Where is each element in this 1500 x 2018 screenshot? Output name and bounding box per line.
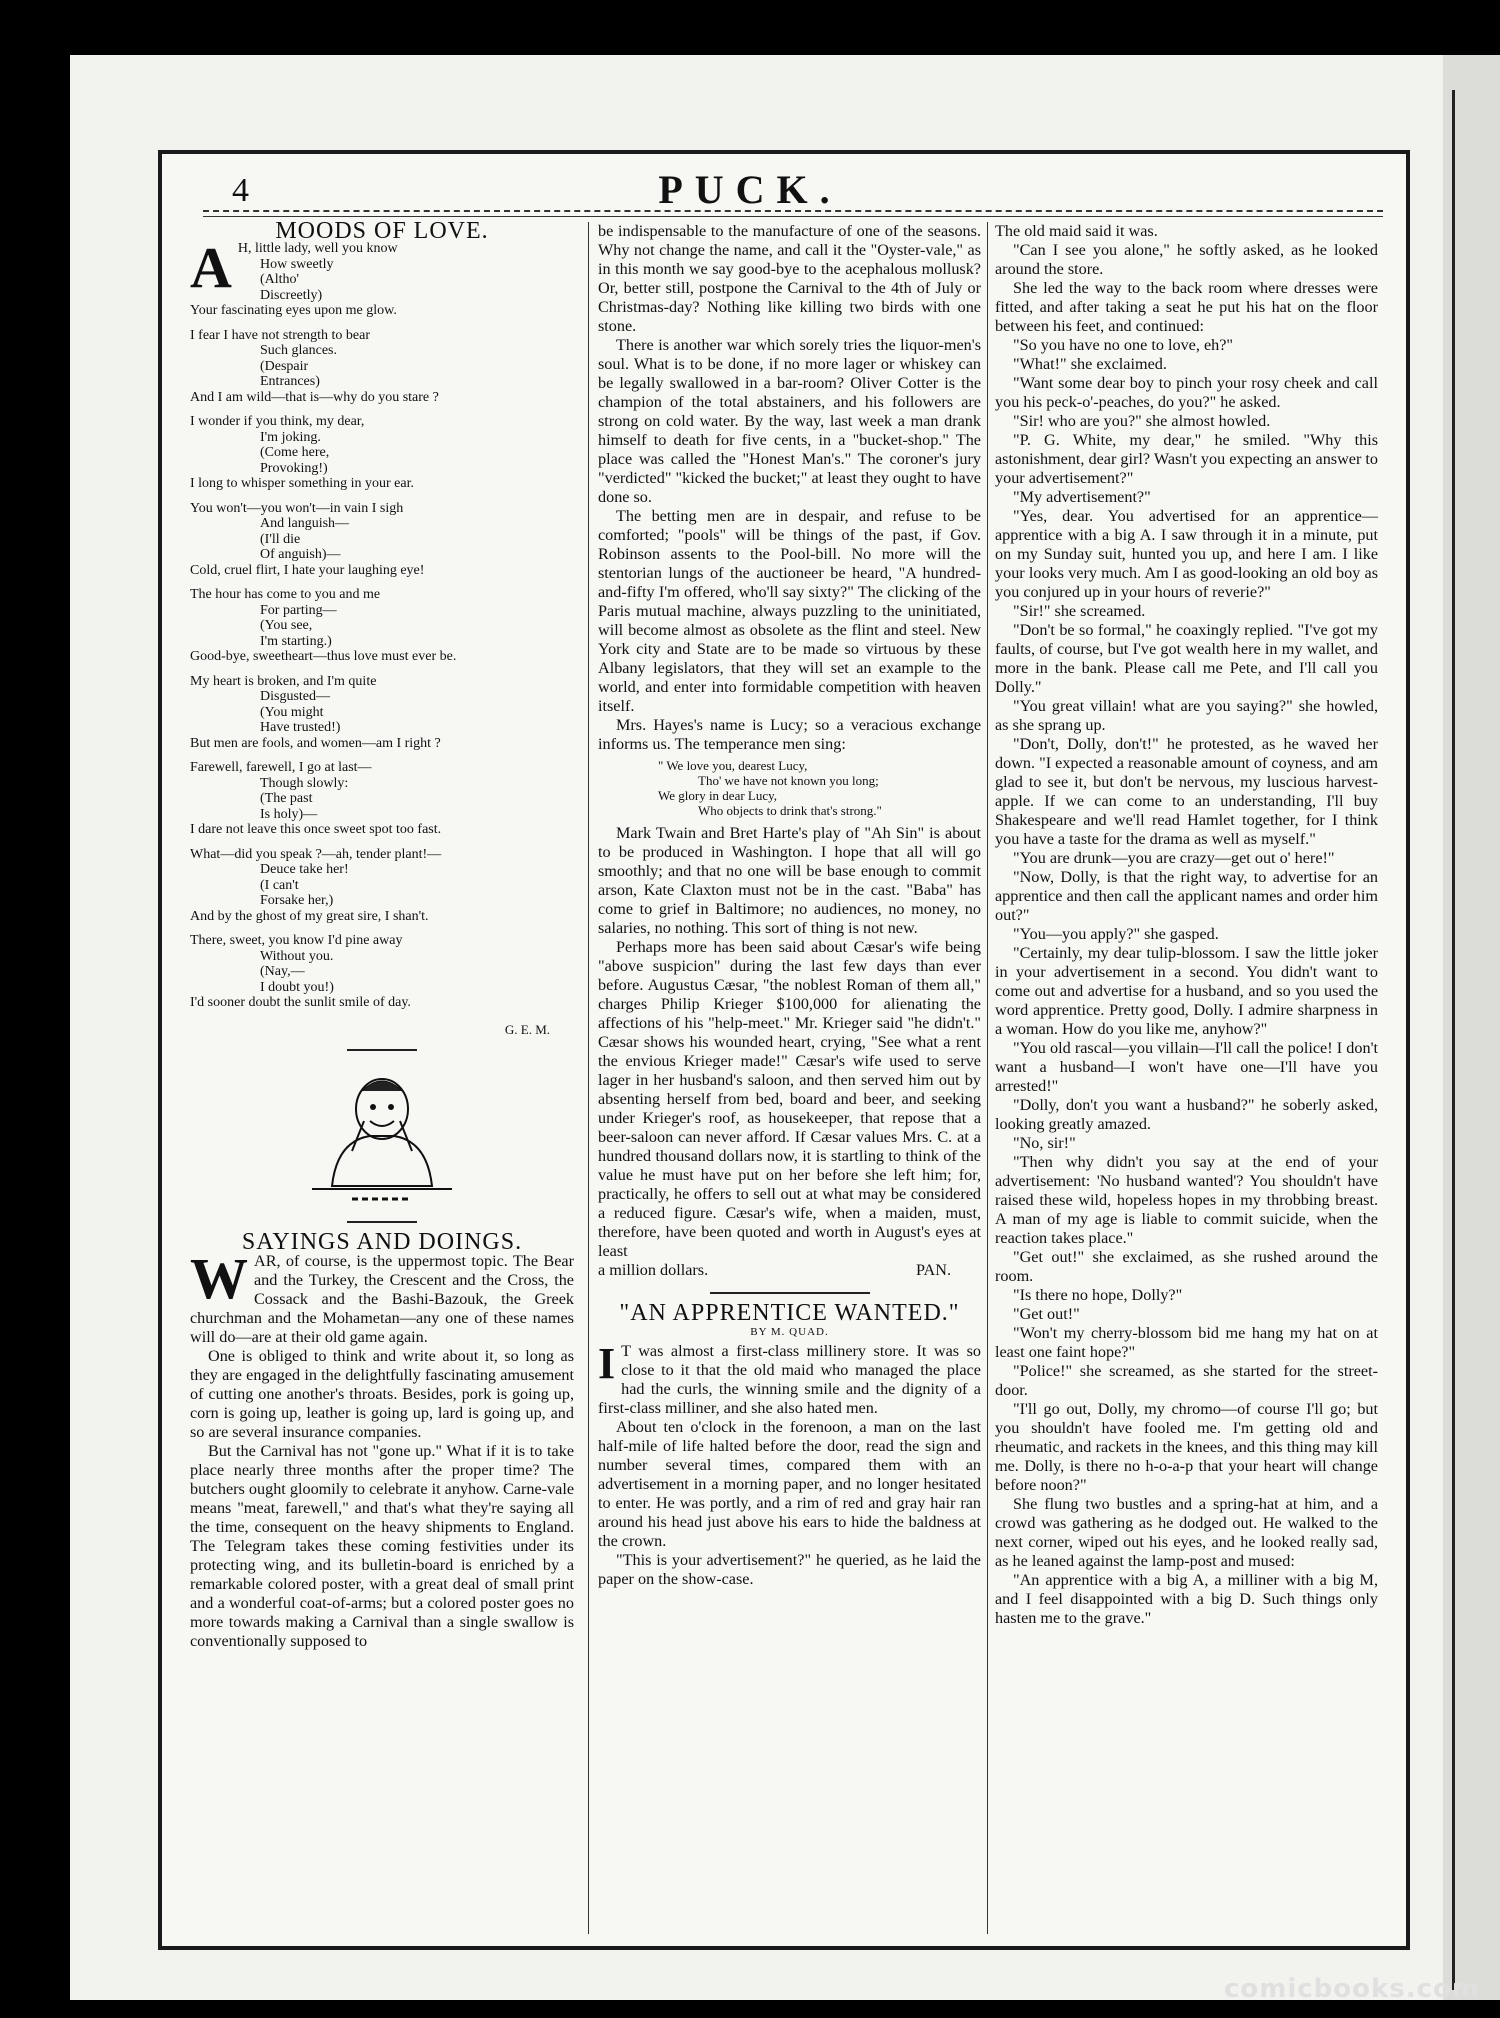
poem-line: (The past — [260, 791, 313, 806]
apprentice-paragraph: "Police!" she screamed, as she started for the street-door. — [995, 1362, 1378, 1399]
poem-line: (You might — [260, 704, 324, 720]
apprentice-paragraph: T was almost a first-class millinery store. It was so close to it that the old maid who managed the place had the curls, the winning smile and the dignity of a first-class milliner, and she also hated men. — [598, 1342, 981, 1417]
apprentice-paragraph: "Don't, Dolly, don't!" he protested, as he waved her down. "I expected a reasonable amount of coyness, and am glad to see it, but don't be nervous, my luscious harvest-apple. If we can come to an understanding, I'll buy Shakespeare and we'll read Hamlet together, for I think you have a taste for the drama as well as myself." — [995, 735, 1378, 848]
sayings-paragraph: Mrs. Hayes's name is Lucy; so a veracious exchange informs us. The temperance men sing: — [598, 716, 981, 753]
apprentice-dropcap: I — [598, 1339, 616, 1388]
poem-line: Deuce take her! — [260, 862, 349, 877]
apprentice-paragraph: "Now, Dolly, is that the right way, to advertise for an apprentice and then call the applicant names and order him out?" — [995, 868, 1378, 924]
poem-line: (Nay,— — [260, 964, 305, 979]
apprentice-paragraph: "Sir! who are you?" she almost howled. — [1013, 412, 1271, 430]
poem-line: Is holy)— — [260, 806, 318, 822]
poem-line: Of anguish)— — [260, 547, 341, 562]
sayings-title: SAYINGS AND DOINGS. — [241, 1228, 523, 1255]
sayings-paragraph: The betting men are in despair, and refuse to be comforted; "pools" will be things of the past, if Gov. Robinson assents to the Pool-bill. No more will the stentorian lungs of the auctioneer be heard, "A hundred-and-fifty I'm offered, who'll say sixty?" The clicking of the Paris mutual machine, always puzzling to the uninitiated, will become almost as obsolete as the flint and steel. New York city and State are to be made so virtuous by these Albany legislators, that they will set an example to the world, and enter into formidable competition with heaven itself. — [598, 507, 981, 715]
poem-line: I'd sooner doubt the sunlit smile of day. — [190, 995, 411, 1010]
page-number: 4 — [232, 172, 249, 209]
poem-stanza — [190, 501, 574, 579]
poem-line: Though slowly: — [260, 775, 349, 791]
apprentice-paragraph: "An apprentice with a big A, a milliner with a big M, and I feel disappointed with a big D. Such things only hasten me to the grave." — [995, 1571, 1378, 1627]
poem-line: Without you. — [260, 948, 334, 964]
sayings-paragraph: But the Carnival has not "gone up." What if it is to take place nearly three months after the proper time? The butchers ought gloomily to celebrate it anyhow. Carne-vale means "meat, farewell," and that's what they're saying all the time, consequent on the heavy shipments to England. The Telegram takes these coming festivities under its protecting wing, and its bulletin-board is enriched by a remarkable colored poster, with a great deal of small print and a wonderful coat-of-arms; but a colored poster goes no more towards making a Carnival than a single swallow is conventionally supposed to — [190, 1441, 574, 1650]
sayings-last-line: a million dollars. — [598, 1261, 709, 1279]
apprentice-paragraph: "Is there no hope, Dolly?" — [1013, 1286, 1183, 1304]
poem-line: There, sweet, you know I'd pine away — [190, 933, 403, 948]
sayings-closing — [598, 1261, 981, 1280]
poem-stanza — [190, 328, 574, 406]
apprentice-paragraph: "Won't my cherry-blossom bid me hang my hat on at least one faint hope?" — [995, 1324, 1378, 1361]
poem-line: Provoking!) — [260, 460, 328, 476]
section-rule — [347, 1049, 417, 1051]
apprentice-paragraph: "Sir!" she screamed. — [1013, 602, 1146, 620]
header-rule-lower — [203, 216, 1383, 217]
poem-line: Entrances) — [260, 374, 320, 389]
column-3 — [995, 222, 1378, 1628]
poem-line: And by the ghost of my great sire, I shan't. — [190, 908, 429, 924]
poem-line: Discreetly) — [260, 287, 323, 303]
verse-line: Tho' we have not known you long; — [698, 773, 879, 788]
apprentice-paragraph: She led the way to the back room where dresses were fitted, and after taking a seat he put his hat on the floor between his feet, and continued: — [995, 279, 1378, 335]
poem-line: Good-bye, sweetheart—thus love must ever be. — [190, 649, 457, 664]
apprentice-paragraph: "Dolly, don't you want a husband?" he soberly asked, looking greatly amazed. — [995, 1096, 1378, 1133]
apprentice-paragraph: "So you have no one to love, eh?" — [1013, 336, 1234, 354]
apprentice-paragraph: "Certainly, my dear tulip-blossom. I saw the little joker in your advertisement in a second. You didn't want to come out and advertise for a husband, and so you used the word apprentice. Pretty good, Dolly. I admire sharpness in a woman. How do you like me, anyhow?" — [995, 944, 1378, 1038]
verse-line: Who objects to drink that's strong." — [698, 803, 882, 818]
moods-dropcap: A — [190, 235, 232, 300]
poem-stanza — [190, 933, 574, 1011]
moods-signature: G. E. M. — [504, 1021, 550, 1037]
poem-line: And languish— — [260, 516, 350, 531]
poem-line: Your fascinating eyes upon me glow. — [190, 303, 397, 318]
apprentice-title: "AN APPRENTICE WANTED." — [619, 1300, 960, 1326]
column-2 — [598, 222, 981, 1589]
poem-line: I dare not leave this once sweet spot too fast. — [190, 822, 442, 837]
poem-line: The hour has come to you and me — [190, 587, 381, 602]
apprentice-paragraph: "You—you apply?" she gasped. — [1013, 925, 1219, 943]
apprentice-paragraph: She flung two bustles and a spring-hat at him, and a crowd was gathering as he dodged out. He walked to the next corner, wiped out his eyes, and he looked really sad, as he leaned against the lamp-post and mused: — [995, 1495, 1378, 1570]
poem-line: I doubt you!) — [260, 979, 334, 995]
apprentice-paragraph: "Can I see you alone," he softly asked, as he looked around the store. — [995, 241, 1378, 278]
poem-line: Have trusted!) — [260, 720, 341, 735]
section-rule-2 — [347, 1221, 417, 1223]
poem-stanza — [190, 235, 574, 319]
apprentice-paragraph: "Don't be so formal," he coaxingly replied. "I've got my faults, of course, but I've got wealth here in my wallet, and more in the bank. Please call me Pete, and I'll call you Dolly." — [995, 621, 1378, 696]
apprentice-paragraph: "Get out!" — [1013, 1305, 1080, 1323]
apprentice-paragraph: "Want some dear boy to pinch your rosy cheek and call you his peck-o'-peaches, do you?" he asked. — [995, 374, 1378, 411]
poem-line: How sweetly — [260, 256, 334, 272]
poem-line: Cold, cruel flirt, I hate your laughing eye! — [190, 562, 425, 578]
apprentice-paragraph: "What!" she exclaimed. — [1013, 355, 1167, 373]
poem-line: But men are fools, and women—am I right ? — [190, 735, 441, 751]
poem-stanza — [190, 847, 574, 925]
verse-line: We glory in dear Lucy, — [658, 788, 778, 803]
poem-line: (Come here, — [260, 445, 330, 460]
apprentice-paragraph: "P. G. White, my dear," he smiled. "Why this astonishment, dear girl? Wasn't you expecting an answer to your advertisement?" — [995, 431, 1378, 487]
poem-line: (You see, — [260, 618, 313, 633]
poem-line: Disgusted— — [260, 689, 330, 704]
masthead: PUCK. — [658, 167, 842, 212]
poem-line: H, little lady, well you know — [237, 241, 398, 256]
column-divider-1 — [588, 222, 589, 1934]
poem-stanza — [190, 760, 574, 838]
apprentice-paragraph: "I'll go out, Dolly, my chromo—of course I'll go; but you shouldn't have fooled me. I'm getting old and rheumatic, and rackets in the knees, and this thing may kill me. Dolly, is there no h-o-a-p that your heart will change before noon?" — [995, 1400, 1378, 1494]
moods-poem — [190, 235, 574, 1011]
poem-line: For parting— — [260, 602, 337, 618]
column-divider-2 — [987, 222, 988, 1934]
temperance-verse — [598, 758, 981, 818]
sayings-dropcap: W — [190, 1245, 248, 1311]
sayings-paragraph: There is another war which sorely tries the liquor-men's soul. What is to be done, if no more lager or whiskey can be legally swallowed in a bar-room? Oliver Cotter is the champion of the total abstainers, and his followers are strong on cold water. By the way, last week a man drank himself to death for five cents, in a "bucket-shop." The place was called the "Honest Man's." The coroner's jury "verdicted" "kicked the bucket;" at least they ought to have done so. — [598, 336, 981, 506]
poem-line: (Altho' — [260, 272, 300, 287]
sayings-paragraph: be indispensable to the manufacture of one of the seasons. Why not change the name, and call it the "Oyster-vale," as in this month we say good-bye to the acephalous mollusk? Or, better still, postpone the Carnival to the 4th of July or Christmas-day? Nothing like killing two birds with one stone. — [598, 222, 981, 335]
apprentice-paragraph: "This is your advertisement?" he queried, as he laid the paper on the show-case. — [598, 1551, 981, 1588]
column-1 — [190, 218, 574, 1651]
apprentice-byline: BY M. QUAD. — [750, 1326, 829, 1338]
poem-stanza — [190, 414, 574, 492]
apprentice-paragraph: "No, sir!" — [1013, 1134, 1076, 1152]
poem-line: Such glances. — [260, 343, 337, 358]
poem-line: (I can't — [260, 877, 299, 893]
poem-line: (I'll die — [260, 531, 301, 547]
poem-line: I long to whisper something in your ear. — [190, 476, 414, 491]
poem-stanza — [190, 674, 574, 752]
apprentice-paragraph: "My advertisement?" — [1013, 488, 1151, 506]
watermark: comicbooks.com — [1223, 1974, 1480, 2004]
moods-title: MOODS OF LOVE. — [275, 218, 489, 244]
apprentice-paragraph: "You old rascal—you villain—I'll call the police! I don't want a husband—I won't have one—I'll have you arrested!" — [995, 1039, 1378, 1095]
poem-line: I'm starting.) — [260, 633, 332, 649]
poem-line: What—did you speak ?—ah, tender plant!— — [190, 846, 442, 862]
apprentice-paragraph: "Get out!" she exclaimed, as she rushed around the room. — [995, 1248, 1378, 1285]
poem-line: My heart is broken, and I'm quite — [190, 673, 377, 689]
apprentice-paragraph: "Yes, dear. You advertised for an apprentice—apprentice with a big A. I saw through it in a minute, put on my Sunday suit, hunted you up, and here I am. I like your looks very much. Am I as good-looking an old boy as you conjured up in your hours of reverie?" — [995, 507, 1378, 601]
poem-line: Forsake her,) — [260, 893, 334, 908]
sayings-paragraph: AR, of course, is the uppermost topic. The Bear and the Turkey, the Crescent and the Cross, the Cossack and the Bashi-Bazouk, the Greek churchman and the Mohametan—any one of these names will do—are at their old game again. — [190, 1251, 574, 1346]
section-rule-3 — [710, 1292, 870, 1294]
apprentice-paragraph: About ten o'clock in the forenoon, a man on the last half-mile of life halted before the door, read the sign and number several times, compared them with an advertisement in a morning paper, and no longer hesitated to enter. He was portly, and a rim of red and gray hair ran around his head just above his ears to hide the baldness at the crown. — [598, 1418, 981, 1550]
apprentice-paragraph: "Then why didn't you say at the end of your advertisement: 'No husband wanted'? You shouldn't have raised these wild, hopeless hopes in my throbbing breast. A man of my age is liable to commit suicide, when the reaction takes place." — [995, 1153, 1378, 1247]
sayings-signature: PAN. — [916, 1261, 951, 1279]
poem-line: I'm joking. — [260, 429, 321, 445]
cartoon-illustration — [292, 1061, 472, 1211]
poem-line: I wonder if you think, my dear, — [190, 414, 365, 429]
header-rule — [203, 210, 1383, 212]
poem-line: Farewell, farewell, I go at last— — [190, 760, 372, 775]
sayings-paragraph: Mark Twain and Bret Harte's play of "Ah Sin" is about to be produced in Washington. I hope that all will go smoothly; and that no one will be base enough to commit arson, Kate Claxton must not be in the cast. "Baba" has come to grief in Baltimore; no audiences, no money, no salaries, no nothing. This sort of thing is not new. — [598, 824, 981, 937]
poem-line: (Despair — [260, 358, 309, 374]
poem-line: You won't—you won't—in vain I sigh — [190, 500, 404, 516]
sayings-paragraph: One is obliged to think and write about it, so long as they are engaged in the delightfully fascinating amusement of cutting one another's throats. Besides, pork is going up, corn is going up, leather is going up, lard is going up, and so are several insurance companies. — [190, 1346, 574, 1441]
poem-line: I fear I have not strength to bear — [190, 327, 370, 343]
apprentice-paragraph: The old maid said it was. — [995, 222, 1158, 240]
binding-line — [1452, 90, 1455, 1990]
apprentice-paragraph: "You great villain! what are you saying?" she howled, as she sprang up. — [995, 697, 1378, 734]
poem-stanza — [190, 587, 574, 665]
sayings-paragraph: Perhaps more has been said about Cæsar's wife being "above suspicion" during the last few days than ever before. Augustus Cæsar, "the noblest Roman of them all," charges Philip Krieger $100,000 for alienating the affections of his "help-meet." Mr. Krieger said "he didn't." Cæsar shows his wounded heart, crying, "See what a rent the envious Krieger made!" Cæsar's wife used to serve lager in her husband's saloon, and then served him out by absenting herself from bed, board and beer, and seeking under Krieger's roof, as housekeeper, that repose that a beer-saloon can never afford. If Cæsar values Mrs. C. at a hundred thousand dollars now, it is startling to think of the value he must have put on her before she left him; for, practically, he offers to sell out at what may be considered a reduced figure. Cæsar's wife, when a maiden, must, therefore, have been quoted and worth in August's eyes at least — [598, 938, 981, 1260]
verse-line: " We love you, dearest Lucy, — [658, 758, 808, 773]
poem-line: And I am wild—that is—why do you stare ? — [190, 389, 439, 405]
apprentice-paragraph: "You are drunk—you are crazy—get out o' here!" — [1013, 849, 1335, 867]
moods-stanzas — [190, 235, 574, 1011]
